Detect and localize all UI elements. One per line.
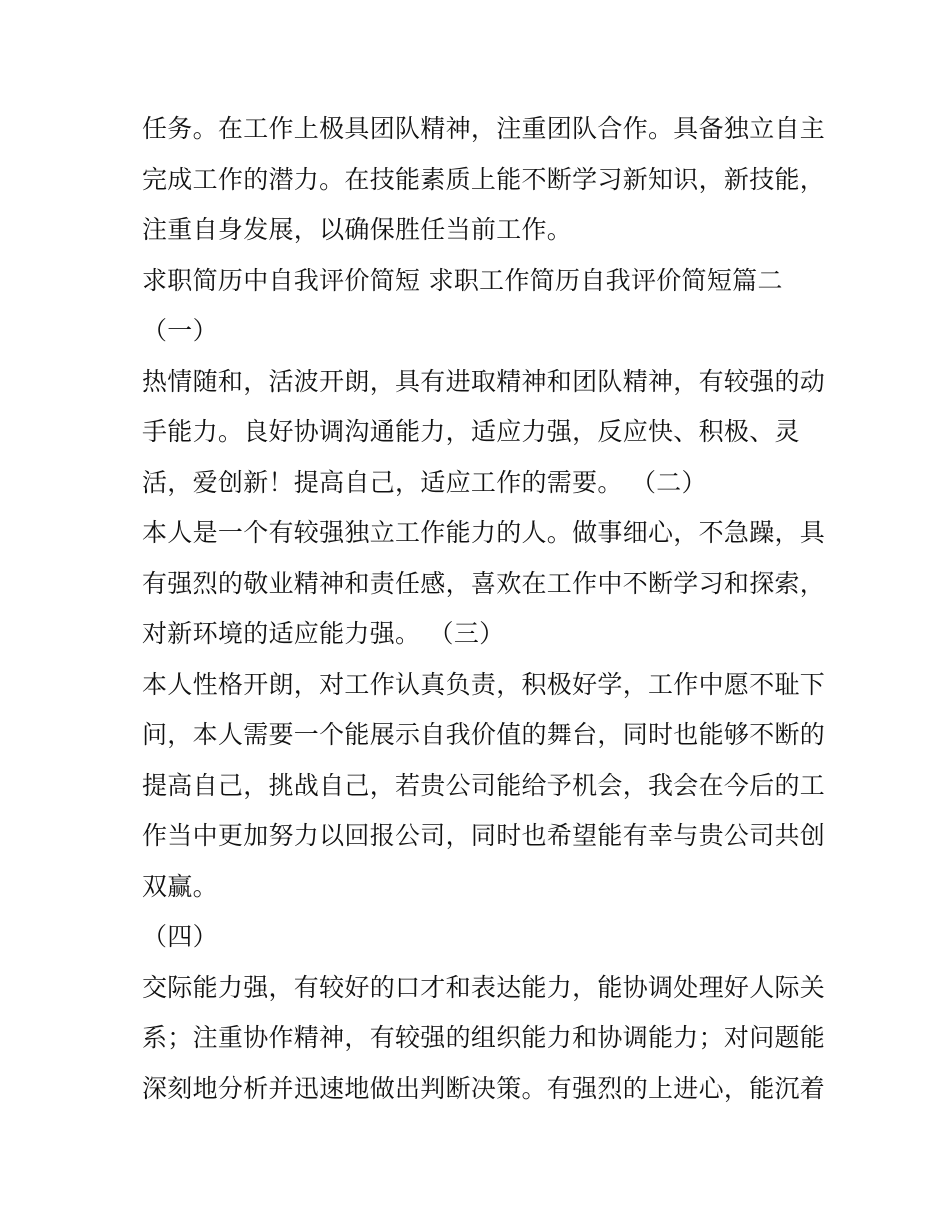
text-line: 系；注重协作精神，有较强的组织能力和协调能力；对问题能	[142, 1023, 826, 1052]
text-line: 对新环境的适应能力强。 （三）	[142, 619, 505, 648]
text-line: 双赢。	[142, 871, 218, 901]
item-marker: （一）	[142, 316, 218, 345]
text-line: 手能力。良好协调沟通能力，适应力强，反应快、积极、灵	[142, 417, 800, 446]
text-line: 问，本人需要一个能展示自我价值的舞台，同时也能够不断的	[142, 720, 826, 749]
text-line: 作当中更加努力以回报公司，同时也希望能有幸与贵公司共创	[142, 821, 826, 850]
text-line: 有强烈的敬业精神和责任感，喜欢在工作中不断学习和探索，	[142, 568, 826, 598]
text-line: 活，爱创新！提高自己，适应工作的需要。 （二）	[142, 467, 707, 497]
text-line: 交际能力强，有较好的口才和表达能力，能协调处理好人际关	[142, 972, 826, 1002]
item-marker: （四）	[142, 922, 218, 951]
text-line: 注重自身发展，以确保胜任当前工作。	[142, 215, 573, 244]
section-heading: 求职简历中自我评价简短 求职工作简历自我评价简短篇二	[142, 265, 783, 295]
text-line: 本人性格开朗，对工作认真负责，积极好学，工作中愿不耻下	[142, 669, 826, 699]
text-line: 本人是一个有较强独立工作能力的人。做事细心，不急躁，具	[142, 518, 826, 547]
text-line: 完成工作的潜力。在技能素质上能不断学习新知识，新技能，	[142, 164, 826, 194]
text-line: 热情随和，活波开朗，具有进取精神和团队精神，有较强的动	[142, 366, 826, 396]
text-line: 提高自己，挑战自己，若贵公司能给予机会，我会在今后的工	[142, 770, 826, 800]
text-line: 任务。在工作上极具团队精神，注重团队合作。具备独立自主	[142, 114, 826, 143]
document-body	[142, 104, 826, 1114]
text-line: 深刻地分析并迅速地做出判断决策。有强烈的上进心，能沉着	[142, 1073, 826, 1103]
